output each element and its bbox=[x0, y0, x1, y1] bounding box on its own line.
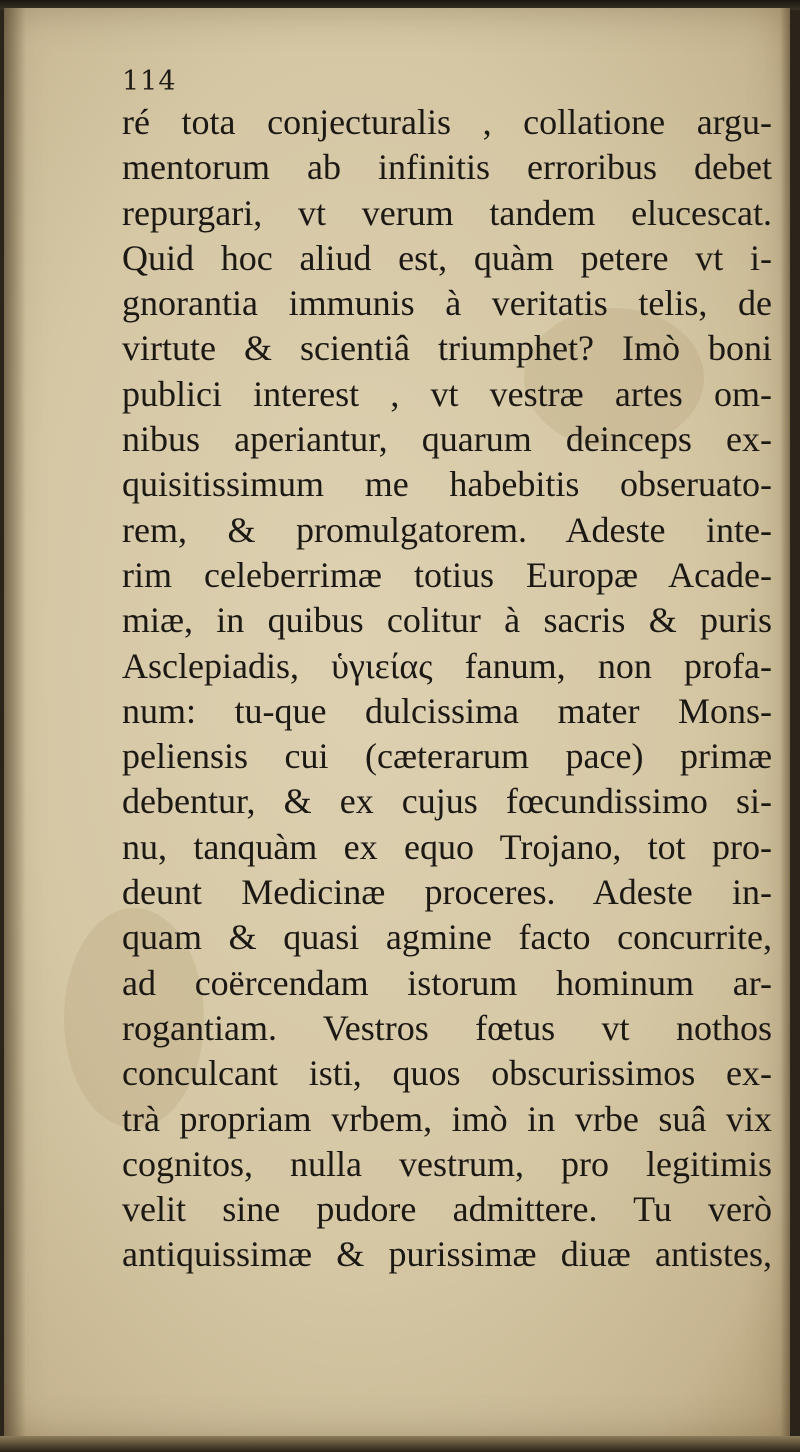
text-line: rogantiam. Vestros fœtus vt nothos bbox=[122, 1007, 772, 1048]
text-line: cognitos, nulla vestrum, pro legitimis bbox=[122, 1143, 772, 1184]
page-number: 114 bbox=[122, 66, 177, 97]
text-line: nu, tanquàm ex equo Trojano, tot pro- bbox=[122, 826, 772, 867]
book-page bbox=[4, 8, 790, 1438]
text-line: ré tota conjecturalis , collatione argu- bbox=[122, 102, 772, 142]
text-line: rem, & promulgatorem. Adeste inte- bbox=[122, 509, 772, 550]
text-line: debentur, & ex cujus fœcundissimo si- bbox=[122, 781, 772, 822]
text-line: Asclepiadis, ὑγιείας fanum, non profa- bbox=[122, 645, 772, 686]
text-line: publici interest , vt vestræ artes om- bbox=[122, 373, 772, 414]
text-line: Quid hoc aliud est, quàm petere vt i- bbox=[122, 237, 772, 278]
text-line: nibus aperiantur, quarum deinceps ex- bbox=[122, 419, 772, 460]
text-line: antiquissimæ & purissimæ diuæ antistes, bbox=[122, 1234, 772, 1275]
page-right-edge bbox=[780, 8, 790, 1438]
text-line: rim celeberrimæ totius Europæ Acade- bbox=[122, 554, 772, 595]
text-line: trà propriam vrbem, imò in vrbe suâ vix bbox=[122, 1098, 772, 1139]
page-gutter bbox=[4, 8, 26, 1438]
bottom-edge bbox=[0, 1436, 800, 1452]
text-line: gnorantia immunis à veritatis telis, de bbox=[122, 283, 772, 324]
text-line: velit sine pudore admittere. Tu verò bbox=[122, 1189, 772, 1230]
text-line: virtute & scientiâ triumphet? Imò boni bbox=[122, 328, 772, 369]
text-line: quam & quasi agmine facto concurrite, bbox=[122, 917, 772, 958]
text-line: ad coërcendam istorum hominum ar- bbox=[122, 962, 772, 1003]
body-text bbox=[122, 100, 772, 1278]
text-line: deunt Medicinæ proceres. Adeste in- bbox=[122, 872, 772, 913]
text-line: quisitissimum me habebitis obseruato- bbox=[122, 464, 772, 505]
text-line: num: tu-que dulcissima mater Mons- bbox=[122, 690, 772, 731]
text-line: repurgari, vt verum tandem elucescat. bbox=[122, 192, 772, 233]
text-line: peliensis cui (cæterarum pace) primæ bbox=[122, 736, 772, 777]
text-line: conculcant isti, quos obscurissimos ex- bbox=[122, 1053, 772, 1094]
text-line: miæ, in quibus colitur à sacris & puris bbox=[122, 600, 772, 641]
text-line: mentorum ab infinitis erroribus debet bbox=[122, 147, 772, 188]
